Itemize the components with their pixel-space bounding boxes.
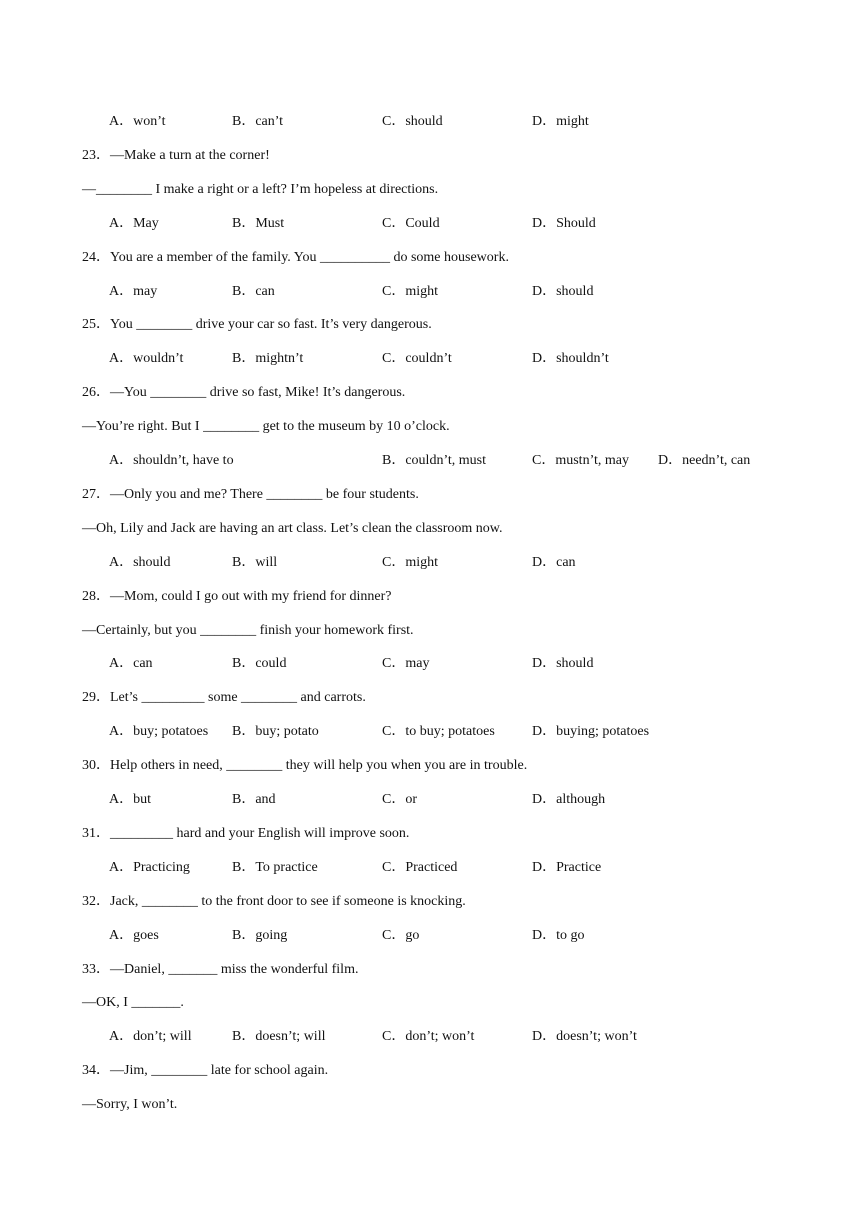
option-b: B．mightn’t [232,351,304,366]
answer-options [0,554,860,572]
question-line: 24．You are a member of the family. You __________ do some housework. [82,250,509,265]
option-a: A．shouldn’t, have to [109,453,234,468]
option-b: B．and [232,792,276,807]
question-line: 31．_________ hard and your English will improve soon. [82,826,410,841]
option-d: D．might [532,114,589,129]
question-line: 25．You ________ drive your car so fast. It’s very dangerous. [82,317,432,332]
option-d: D．shouldn’t [532,351,609,366]
question-line: 33．—Daniel, _______ miss the wonderful film. [82,962,359,977]
question-line: 30．Help others in need, ________ they will help you when you are in trouble. [82,758,528,773]
option-c: C．or [382,792,417,807]
option-c: C．couldn’t [382,351,452,366]
option-b: B．can’t [232,114,284,129]
question-line: —________ I make a right or a left? I’m hopeless at directions. [82,182,439,197]
option-a: A．can [109,656,153,671]
answer-options [0,215,860,233]
option-b: B．doesn’t; will [232,1029,326,1044]
option-b: B．can [232,284,275,299]
question-line: 23．—Make a turn at the corner! [82,148,270,163]
question-line: 28．—Mom, could I go out with my friend for dinner? [82,589,392,604]
question-line: —OK, I _______. [82,995,184,1010]
question-line: 32．Jack, ________ to the front door to see if someone is knocking. [82,894,466,909]
option-c: C．go [382,928,420,943]
answer-options [0,452,860,470]
answer-options [0,350,860,368]
answer-options [0,1028,860,1046]
option-d: D．buying; potatoes [532,724,650,739]
answer-options [0,927,860,945]
option-b: B．could [232,656,287,671]
answer-options [0,655,860,673]
option-b: B．will [232,555,278,570]
option-a: A．goes [109,928,159,943]
option-b: B．Must [232,216,285,231]
option-d: D．should [532,656,594,671]
question-line: 27．—Only you and me? There ________ be four students. [82,487,419,502]
option-a: A．may [109,284,158,299]
answer-options [0,113,860,131]
option-d: D．needn’t, can [658,453,751,468]
question-line: 29．Let’s _________ some ________ and carrots. [82,690,366,705]
option-b: B．couldn’t, must [382,453,486,468]
option-d: D．doesn’t; won’t [532,1029,637,1044]
option-c: C．don’t; won’t [382,1029,475,1044]
option-a: A．Practicing [109,860,190,875]
option-d: D．Should [532,216,596,231]
question-line: 34．—Jim, ________ late for school again. [82,1063,329,1078]
option-c: C．might [382,284,439,299]
option-a: A．wouldn’t [109,351,184,366]
option-c: C．to buy; potatoes [382,724,495,739]
question-line: 26．—You ________ drive so fast, Mike! It’s dangerous. [82,385,406,400]
option-d: D．although [532,792,606,807]
option-d: D．Practice [532,860,602,875]
option-b: B．buy; potato [232,724,319,739]
option-c: C．Practiced [382,860,458,875]
answer-options [0,283,860,301]
option-b: B．To practice [232,860,318,875]
answer-options [0,723,860,741]
option-a: A．don’t; will [109,1029,192,1044]
option-c: C．Could [382,216,440,231]
option-d: D．to go [532,928,585,943]
option-c: C．might [382,555,439,570]
question-line: —You’re right. But I ________ get to the museum by 10 o’clock. [82,419,450,434]
answer-options [0,859,860,877]
question-line: —Sorry, I won’t. [82,1097,178,1112]
question-line: —Certainly, but you ________ finish your homework first. [82,623,414,638]
option-a: A．May [109,216,159,231]
option-c: C．should [382,114,443,129]
option-a: A．buy; potatoes [109,724,209,739]
option-a: A．won’t [109,114,166,129]
option-a: A．but [109,792,151,807]
question-line: —Oh, Lily and Jack are having an art class. Let’s clean the classroom now. [82,521,503,536]
option-b: B．going [232,928,288,943]
option-a: A．should [109,555,171,570]
option-d: D．can [532,555,576,570]
option-c: C．mustn’t, may [532,453,629,468]
answer-options [0,791,860,809]
option-c: C．may [382,656,430,671]
option-d: D．should [532,284,594,299]
